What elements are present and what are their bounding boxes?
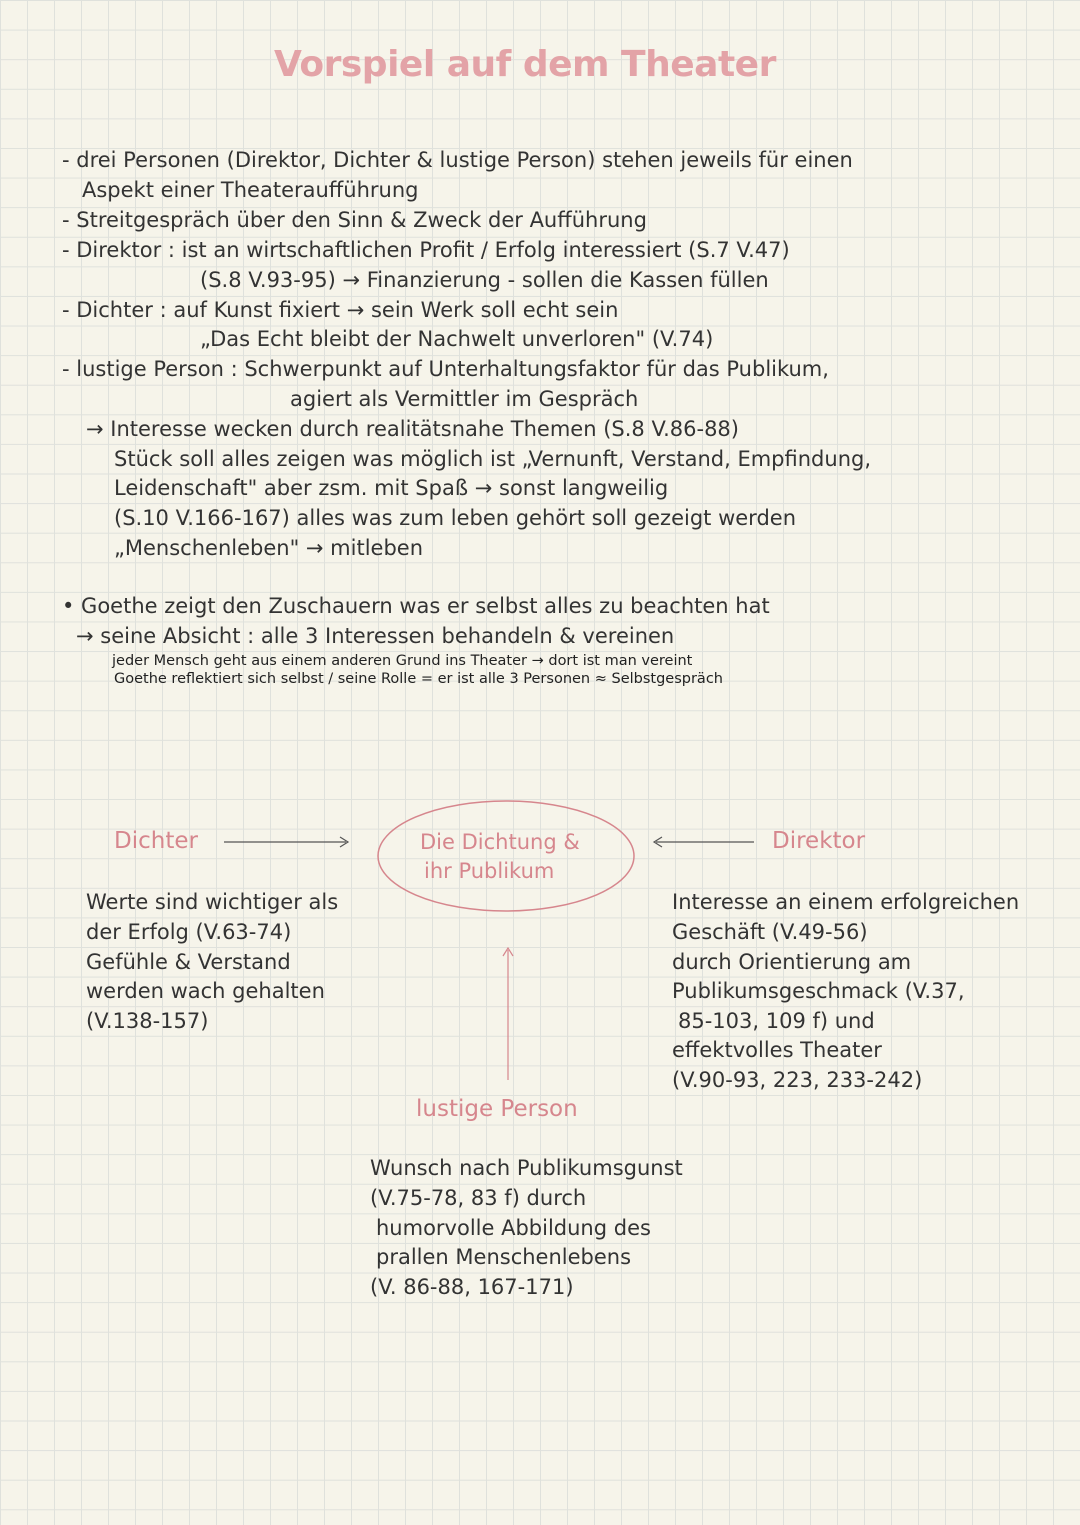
- note-line: Aspekt einer Theateraufführung: [82, 178, 419, 202]
- lustige-line: (V.75-78, 83 f) durch: [370, 1186, 587, 1210]
- direktor-line: Geschäft (V.49-56): [672, 920, 868, 944]
- dichter-line: Gefühle & Verstand: [86, 950, 291, 974]
- direktor-line: (V.90-93, 223, 233-242): [672, 1068, 923, 1092]
- note-line: (S.8 V.93-95) → Finanzierung - sollen die Kassen füllen: [200, 268, 769, 292]
- direktor-label: Direktor: [772, 828, 866, 854]
- lustige-line: (V. 86-88, 167-171): [370, 1275, 574, 1299]
- direktor-line: durch Orientierung am: [672, 950, 912, 974]
- note-line: - drei Personen (Direktor, Dichter & lustige Person) stehen jeweils für einen: [62, 148, 853, 172]
- note-line: „Menschenleben" → mitleben: [114, 536, 424, 560]
- note-line: „Das Echt bleibt der Nachwelt unverloren" (V.74): [200, 327, 714, 351]
- note-line: - Dichter : auf Kunst fixiert → sein Werk soll echt sein: [62, 298, 619, 322]
- direktor-line: Interesse an einem erfolgreichen: [672, 890, 1020, 914]
- note-line: - Direktor : ist an wirtschaftlichen Profit / Erfolg interessiert (S.7 V.47): [62, 238, 790, 262]
- lustige-line: Wunsch nach Publikumsgunst: [370, 1156, 683, 1180]
- lustige-line: humorvolle Abbildung des: [376, 1216, 651, 1240]
- dichter-line: Werte sind wichtiger als: [86, 890, 339, 914]
- lustige-line: prallen Menschenlebens: [376, 1245, 632, 1269]
- note-line: agiert als Vermittler im Gespräch: [290, 387, 639, 411]
- direktor-line: effektvolles Theater: [672, 1038, 882, 1062]
- note-line: Stück soll alles zeigen was möglich ist „Vernunft, Verstand, Empfindung,: [114, 447, 872, 471]
- dichter-label: Dichter: [114, 828, 198, 854]
- direktor-line: Publikumsgeschmack (V.37,: [672, 979, 965, 1003]
- note-line: - lustige Person : Schwerpunkt auf Unterhaltungsfaktor für das Publikum,: [62, 357, 829, 381]
- direktor-line: 85-103, 109 f) und: [678, 1009, 875, 1033]
- goethe-line: → seine Absicht : alle 3 Interessen behandeln & vereinen: [76, 624, 675, 648]
- goethe-note: Goethe reflektiert sich selbst / seine Rolle = er ist alle 3 Personen ≈ Selbstgespräch: [114, 671, 723, 687]
- goethe-line: • Goethe zeigt den Zuschauern was er selbst alles zu beachten hat: [62, 594, 770, 618]
- note-line: - Streitgespräch über den Sinn & Zweck der Aufführung: [62, 208, 647, 232]
- note-line: (S.10 V.166-167) alles was zum leben gehört soll gezeigt werden: [114, 506, 796, 530]
- center-label: ihr Publikum: [424, 859, 555, 883]
- goethe-note: jeder Mensch geht aus einem anderen Grund ins Theater → dort ist man vereint: [112, 653, 693, 669]
- dichter-line: der Erfolg (V.63-74): [86, 920, 292, 944]
- note-line: Leidenschaft" aber zsm. mit Spaß → sonst langweilig: [114, 476, 669, 500]
- lustige-person-label: lustige Person: [416, 1096, 578, 1122]
- note-line: → Interesse wecken durch realitätsnahe Themen (S.8 V.86-88): [86, 417, 739, 441]
- dichter-line: (V.138-157): [86, 1009, 209, 1033]
- center-label: Die Dichtung &: [420, 830, 580, 854]
- dichter-line: werden wach gehalten: [86, 979, 325, 1003]
- page-title: Vorspiel auf dem Theater: [274, 44, 776, 85]
